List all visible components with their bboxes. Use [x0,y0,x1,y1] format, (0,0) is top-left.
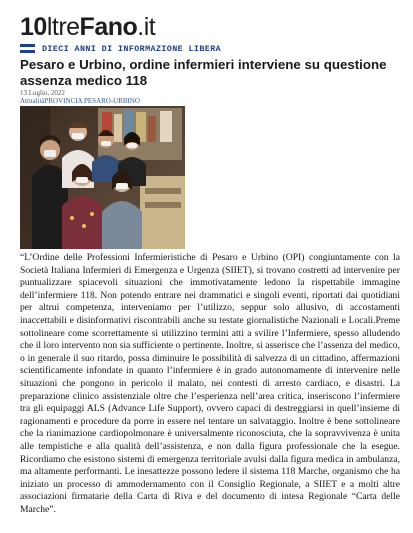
logo-part-c: .it [137,13,156,41]
flag-icon [20,44,35,53]
article-body: “L’Ordine delle Professioni Infermieristiche di Pesaro e Urbino (OPI) congiuntamente con la Società Italiana Infermieri di Emergenza e Urgenza (SIIET), si trovano costretti ad intervenire per puntualizzare spiacevoli situazioni che immotivatamente ledono la rispettabile immagine dell’infermiere 118. Non potendo entrare nei drammatici e singoli eventi, riportati dai quotidiani per altrui competenza, interveniamo per l’utilizzo, seppur solo allusivo, di accostamenti inaccettabili e disinformativi riscontrabili anche su testate giornalistiche Nazionali e Locali.Preme sottolineare come scorrettamente si utilizzino termini atti a svilire l’Infermiere, spesso alludendo che il loro intervento non sia sufficiente o pertinente. Inoltre, si asserisce che l’assenza del medico, o in generale il suo ritardo, possa diminuire le possibilità di salvezza di un cittadino, affermazioni scientificamente infondate in quanto l’infermiere è in grado autonomamente di intervenire nelle situazioni che pongono in pericolo il malato, nei contesti di arresto cardiaco, e disastri. La preparazione clinico assistenziale oltre che l’esperienza nell’area critica, inseriscono l’infermiere tra gli equipaggi ALS (Advance Life Support), ovvero capaci di destreggiarsi in quell’insieme di ragionamenti e procedure da porre in essere nel tentare un salvataggio. Inoltre è bene sottolineare che la rianimazione cardiopolmonare è universalmente riconosciuta, che la sopravvivenza è unita alle tempistiche e alla qualità dell’assistenza, e non dalla figura professionale che la esegue. Ricordiamo che esistono sistemi di emergenza territoriale avulsi dalla figura medica in ambulanza, ma altamente performanti. Le inesattezze possono ledere il sistema 118 Marche, organismo che ha iniziato un processo di ammodernamento con il Consiglio Regionale, a SIIET e a molti altre associazioni firmatarie della Carta di Riva e del documento di intesa Regionale “Carta delle Marche”. [20,252,400,515]
logo-part-b: Fano [79,13,138,41]
group-photo-illustration [20,106,185,249]
logo-number: 10 [20,13,47,41]
category-link-attualita[interactable]: Attualità [20,97,45,105]
article-date: 13 Luglio, 2022 [20,89,65,97]
logo-part-a: ltre [46,13,80,41]
site-masthead [20,14,400,54]
category-link-provincia[interactable]: PROVINCIA PESARO-URBINO [44,97,140,105]
article-categories [20,97,140,105]
site-tagline: DIECI ANNI DI INFORMAZIONE LIBERA [42,44,222,54]
site-logo[interactable] [20,14,155,40]
article-photo [20,106,185,249]
article-title: Pesaro e Urbino, ordine infermieri interviene su questione assenza medico 118 [20,57,387,88]
